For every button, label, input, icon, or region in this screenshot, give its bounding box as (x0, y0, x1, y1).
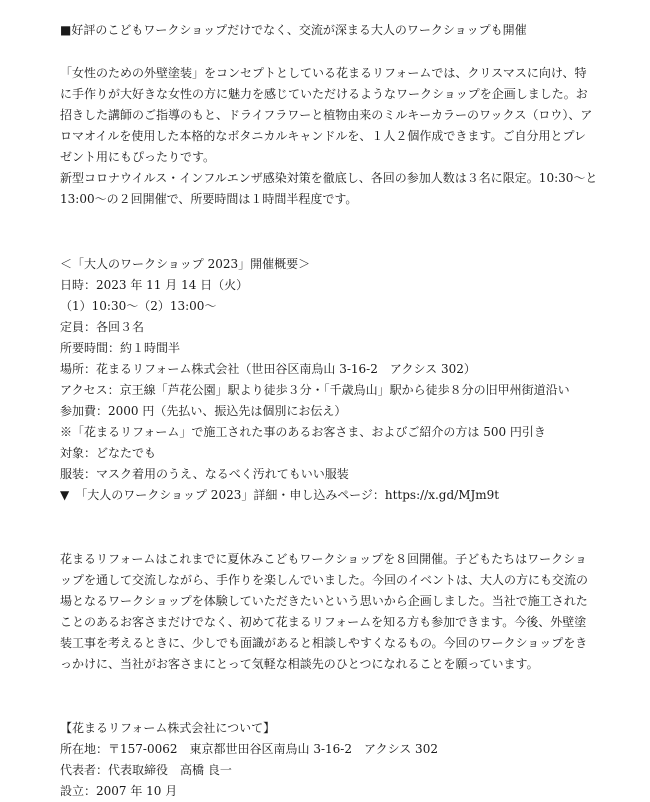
intro-line: 「女性のための外壁塗装」をコンセプトとしている花まるリフォームでは、クリスマスに向け、特 (60, 66, 587, 80)
overview-fee: 参加費：2000 円（先払い、振込先は個別にお伝え） (60, 404, 347, 418)
company-representative: 代表者：代表取締役 高橋 良一 (60, 763, 232, 777)
intro-line: ロマオイルを使用した本格的なボタニカルキャンドルを、１人２個作成できます。ご自分用とプレ (60, 129, 586, 143)
company-founded: 設立：2007 年 10 月 (60, 784, 178, 798)
intro-line: 13:00～の２回開催で、所要時間は１時間半程度です。 (60, 192, 358, 206)
intro-line: に手作りが大好きな女性の方に魅力を感じていただけるようなワークショップを企画しました。お (60, 87, 588, 101)
company-address: 所在地：〒157-0062 東京都世田谷区南烏山 3-16-2 アクシス 302 (60, 742, 438, 756)
intro-line: 招きした講師のご指導のもと、ドライフラワーと植物由来のミルキーカラーのワックス（ロウ）、ア (60, 108, 593, 122)
overview-datetime: 日時：2023 年 11 月 14 日（火） (60, 278, 249, 292)
story-line: 花まるリフォームはこれまでに夏休みこどもワークショップを８回開催。子どもたちはワークショ (60, 552, 587, 566)
company-section (60, 718, 608, 802)
overview-sessions: （1）10:30～（2）13:00～ (60, 299, 217, 313)
story-line: 場となるワークショップを体験していただきたいという思いから企画しました。当社で施工された (60, 594, 588, 608)
overview-venue: 場所：花まるリフォーム株式会社（世田谷区南烏山 3-16-2 アクシス 302） (60, 362, 476, 376)
overview-duration: 所要時間：約１時間半 (60, 341, 181, 355)
overview-target: 対象：どなたでも (60, 446, 157, 460)
section-heading: ■好評のこどもワークショップだけでなく、交流が深まる大人のワークショップも開催 (60, 23, 527, 37)
overview-section (60, 254, 608, 506)
overview-access: アクセス：京王線「芦花公園」駅より徒歩３分・「千歳烏山」駅から徒歩８分の旧甲州街道沿い (60, 383, 570, 397)
overview-discount-note: ※「花まるリフォーム」で施工された事のあるお客さま、およびご紹介の方は 500 円引き (60, 425, 546, 439)
story-line: 装工事を考えるときに、少しでも面識があると相談しやすくなるもの。今回のワークショップをき (60, 636, 588, 650)
intro-line: 新型コロナウイルス・インフルエンザ感染対策を徹底し、各回の参加人数は３名に限定。10:30～と (60, 171, 598, 185)
story-line: ップを通して交流しながら、手作りを楽しんでいました。今回のイベントは、大人の方にも交流の (60, 573, 589, 587)
intro-line: ゼント用にもぴったりです。 (60, 150, 216, 164)
overview-title: ＜「大人のワークショップ 2023」開催概要＞ (60, 257, 311, 271)
overview-capacity: 定員：各回３名 (60, 320, 145, 334)
intro-paragraph (60, 63, 608, 210)
press-release-document (60, 20, 608, 802)
story-line: っかけに、当社がお客さまにとって気軽な相談先のひとつになれることを願っています。 (60, 657, 539, 671)
overview-dress-code: 服装：マスク着用のうえ、なるべく汚れてもいい服装 (60, 467, 349, 481)
story-paragraph (60, 549, 608, 675)
overview-signup-link[interactable]: ▼ 「大人のワークショップ 2023」詳細・申し込みページ：https://x.gd/MJm9t (60, 488, 500, 502)
story-line: ことのあるお客さまだけでなく、初めて花まるリフォームを知る方も参加できます。今後、外壁塗 (60, 615, 587, 629)
company-title: 【花まるリフォーム株式会社について】 (60, 721, 276, 735)
